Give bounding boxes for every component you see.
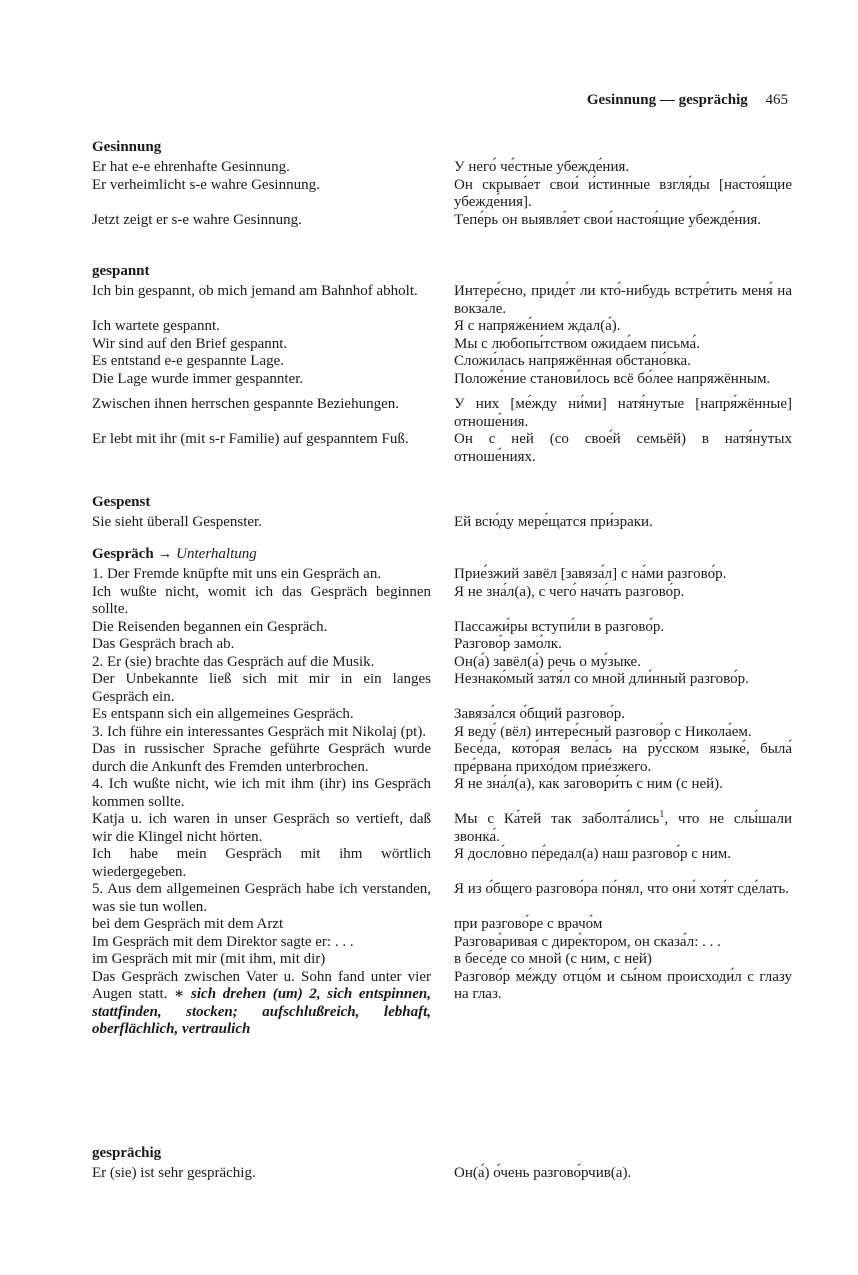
german-example: Katja u. ich waren in unser Gespräch so vertieft, daß wir die Klingel nicht hörten. bbox=[92, 811, 431, 845]
example-row bbox=[92, 619, 792, 637]
german-example: Das Gespräch brach ab. bbox=[92, 636, 235, 652]
russian-translation: Я из о́бщего разгово́ра по́нял, что они́ хотя́т сде́лать. bbox=[454, 881, 790, 897]
entry-gespraechig bbox=[92, 1144, 792, 1183]
headword-line bbox=[92, 545, 792, 563]
example-row bbox=[92, 951, 792, 969]
german-example: Die Lage wurde immer gespannter. bbox=[92, 370, 304, 387]
german-example: Die Reisenden begannen ein Gespräch. bbox=[92, 618, 328, 635]
german-example: Es entstand e-e gespannte Lage. bbox=[92, 353, 285, 369]
headword: gesprächig bbox=[92, 1145, 162, 1161]
arrow-icon: → bbox=[157, 546, 173, 562]
example-row bbox=[92, 916, 792, 934]
german-example: Ich habe mein Gespräch mit ihm wörtlich wiedergegeben. bbox=[92, 846, 431, 880]
russian-text: Мы с Ка́тей так заболта́лись bbox=[454, 811, 660, 827]
entry-gespenst bbox=[92, 493, 792, 532]
russian-text: , что не слы́шали звонка́. bbox=[454, 811, 792, 845]
headword: gespannt bbox=[92, 263, 150, 279]
example-row bbox=[92, 881, 792, 916]
entry-gesinnung bbox=[92, 138, 792, 229]
example-row bbox=[92, 159, 792, 177]
german-example: Im Gespräch mit dem Direktor sagte er: . . . bbox=[92, 933, 354, 950]
example-row bbox=[92, 584, 792, 619]
example-row bbox=[92, 431, 792, 466]
entry-gespannt bbox=[92, 262, 792, 466]
german-example: Ich wußte nicht, womit ich das Gespräch beginnen sollte. bbox=[92, 583, 431, 617]
german-example: Jetzt zeigt er s-e wahre Gesinnung. bbox=[92, 211, 302, 228]
example-row bbox=[92, 396, 792, 431]
german-example: Der Unbekannte ließ sich mit mir in ein langes Gespräch ein. bbox=[92, 671, 431, 705]
example-row bbox=[92, 353, 792, 371]
russian-translation: Он(а́) завёл(а́) речь о му́зыке. bbox=[454, 653, 641, 670]
russian-translation bbox=[454, 811, 792, 846]
example-row bbox=[92, 566, 792, 584]
russian-translation: Он скрыва́ет свои́ и́стинные взгля́ды [настоя́щие убежде́ния]. bbox=[454, 176, 792, 210]
russian-translation: Я веду́ (вёл) интере́сный разгово́р с Никола́ем. bbox=[454, 723, 752, 740]
example-row bbox=[92, 636, 792, 654]
russian-translation: Бесе́да, кото́рая вела́сь на ру́сском языке́, была́ пре́рвана прихо́дом прие́зжего. bbox=[454, 741, 792, 775]
german-example: Er (sie) ist sehr gesprächig. bbox=[92, 1165, 256, 1181]
german-example: Er hat e-e ehrenhafte Gesinnung. bbox=[92, 159, 290, 175]
russian-translation: Разгова́ривая с дире́ктором, он сказа́л: . . . bbox=[454, 933, 721, 950]
example-row bbox=[92, 776, 792, 811]
example-row bbox=[92, 706, 792, 724]
example-row bbox=[92, 514, 792, 532]
example-row bbox=[92, 1165, 792, 1183]
german-example: Wir sind auf den Brief gespannt. bbox=[92, 335, 288, 352]
german-example: 2. Er (sie) brachte das Gespräch auf die Musik. bbox=[92, 653, 375, 670]
headword: Gespenst bbox=[92, 494, 151, 510]
german-example: Es entspann sich ein allgemeines Gespräch. bbox=[92, 706, 354, 722]
example-row bbox=[92, 846, 792, 881]
example-row bbox=[92, 654, 792, 672]
german-example: im Gespräch mit mir (mit ihm, mit dir) bbox=[92, 951, 326, 967]
german-example: Ich bin gespannt, ob mich jemand am Bahnhof abholt. bbox=[92, 283, 418, 299]
german-example: Er lebt mit ihr (mit s-r Familie) auf gespanntem Fuß. bbox=[92, 431, 409, 447]
russian-translation: Ей всю́ду мере́щатся при́зраки. bbox=[454, 514, 653, 530]
german-example: Er verheimlicht s-e wahre Gesinnung. bbox=[92, 176, 320, 193]
russian-translation: Я с напряже́нием ждал(а́). bbox=[454, 318, 621, 334]
russian-translation: Он с ней (со свое́й семьёй) в натя́нутых отноше́ниях. bbox=[454, 431, 792, 465]
russian-translation: Тепе́рь он выявля́ет свои́ настоя́щие убежде́ния. bbox=[454, 211, 762, 228]
russian-translation: Я не зна́л(а), как заговори́ть с ним (с ней). bbox=[454, 776, 723, 792]
example-row bbox=[92, 212, 792, 230]
russian-translation: Прие́зжий завёл [завяза́л] с на́ми разгово́р. bbox=[454, 566, 727, 582]
header-title: Gesinnung — gesprächig bbox=[586, 92, 748, 108]
russian-translation: Разгово́р замо́лк. bbox=[454, 636, 562, 652]
german-example: 3. Ich führe ein interessantes Gespräch mit Nikolaj (pt). bbox=[92, 723, 427, 740]
example-row bbox=[92, 336, 792, 354]
running-header bbox=[587, 92, 788, 109]
example-row bbox=[92, 671, 792, 706]
russian-translation: Разгово́р ме́жду отцо́м и сы́ном происходи́л с глазу на глаз. bbox=[454, 968, 792, 1002]
russian-translation: У него́ че́стные убежде́ния. bbox=[454, 159, 630, 175]
german-example: Zwischen ihnen herrschen gespannte Beziehungen. bbox=[92, 396, 399, 412]
german-example: 5. Aus dem allgemeinen Gespräch habe ich verstanden, was sie tun wollen. bbox=[92, 881, 431, 915]
german-text: Das Gespräch zwischen Vater u. Sohn fand unter vier Augen statt. bbox=[92, 968, 431, 1002]
russian-translation: Интере́сно, приде́т ли кто́-нибудь встре́тить меня́ на вокза́ле. bbox=[454, 283, 792, 317]
example-row bbox=[92, 741, 792, 776]
example-row bbox=[92, 283, 792, 318]
example-row bbox=[92, 318, 792, 336]
cross-reference-link[interactable]: Unterhaltung bbox=[176, 546, 257, 562]
russian-translation: при разгово́ре с врачо́м bbox=[454, 916, 603, 932]
russian-translation: Незнако́мый затя́л со мной дли́нный разгово́р. bbox=[454, 671, 749, 687]
russian-translation: Сложи́лась напряжённая обстано́вка. bbox=[454, 353, 691, 369]
russian-translation: Пассажи́ры вступи́ли в разгово́р. bbox=[454, 618, 665, 635]
example-row bbox=[92, 969, 792, 1039]
russian-translation: Я досло́вно пе́редал(а) наш разгово́р с ним. bbox=[454, 846, 731, 862]
example-row bbox=[92, 934, 792, 952]
german-example: bei dem Gespräch mit dem Arzt bbox=[92, 916, 284, 932]
synonym-list: ∗ sich drehen (um) 2, sich entspinnen, stattfinden, stocken; aufschlußreich, lebhaft, oberflächlich, vertraulich bbox=[92, 986, 431, 1037]
russian-translation: Он(а́) о́чень разгово́рчив(а). bbox=[454, 1165, 632, 1181]
headword: Gespräch bbox=[92, 546, 154, 562]
page-number: 465 bbox=[765, 92, 788, 108]
german-example: Sie sieht überall Gespenster. bbox=[92, 514, 262, 530]
example-row bbox=[92, 811, 792, 846]
russian-translation: Положе́ние станови́лось всё бо́лее напряжённым. bbox=[454, 370, 771, 387]
russian-translation: в бесе́де со мной (с ним, с ней) bbox=[454, 951, 652, 967]
russian-translation: Завяза́лся о́бщий разгово́р. bbox=[454, 706, 626, 722]
example-row bbox=[92, 724, 792, 742]
russian-translation: Я не зна́л(а), с чего́ нача́ть разгово́р. bbox=[454, 583, 685, 600]
russian-translation: Мы с любопы́тством ожида́ем письма́. bbox=[454, 335, 700, 352]
german-example bbox=[92, 969, 431, 1039]
german-example: Das in russischer Sprache geführte Gespräch wurde durch die Ankunft des Fremden unterbrochen. bbox=[92, 741, 431, 775]
german-example: Ich wartete gespannt. bbox=[92, 318, 220, 334]
russian-translation: У них [ме́жду ни́ми] натя́нутые [напря́жённые] отноше́ния. bbox=[454, 396, 792, 430]
german-example: 1. Der Fremde knüpfte mit uns ein Gespräch an. bbox=[92, 566, 382, 582]
entry-gespraech bbox=[92, 545, 792, 1039]
german-example: 4. Ich wußte nicht, wie ich mit ihm (ihr) ins Gespräch kommen sollte. bbox=[92, 776, 431, 810]
example-row bbox=[92, 177, 792, 212]
example-row bbox=[92, 371, 792, 389]
footnote-marker: 1 bbox=[659, 809, 665, 820]
headword: Gesinnung bbox=[92, 139, 162, 155]
